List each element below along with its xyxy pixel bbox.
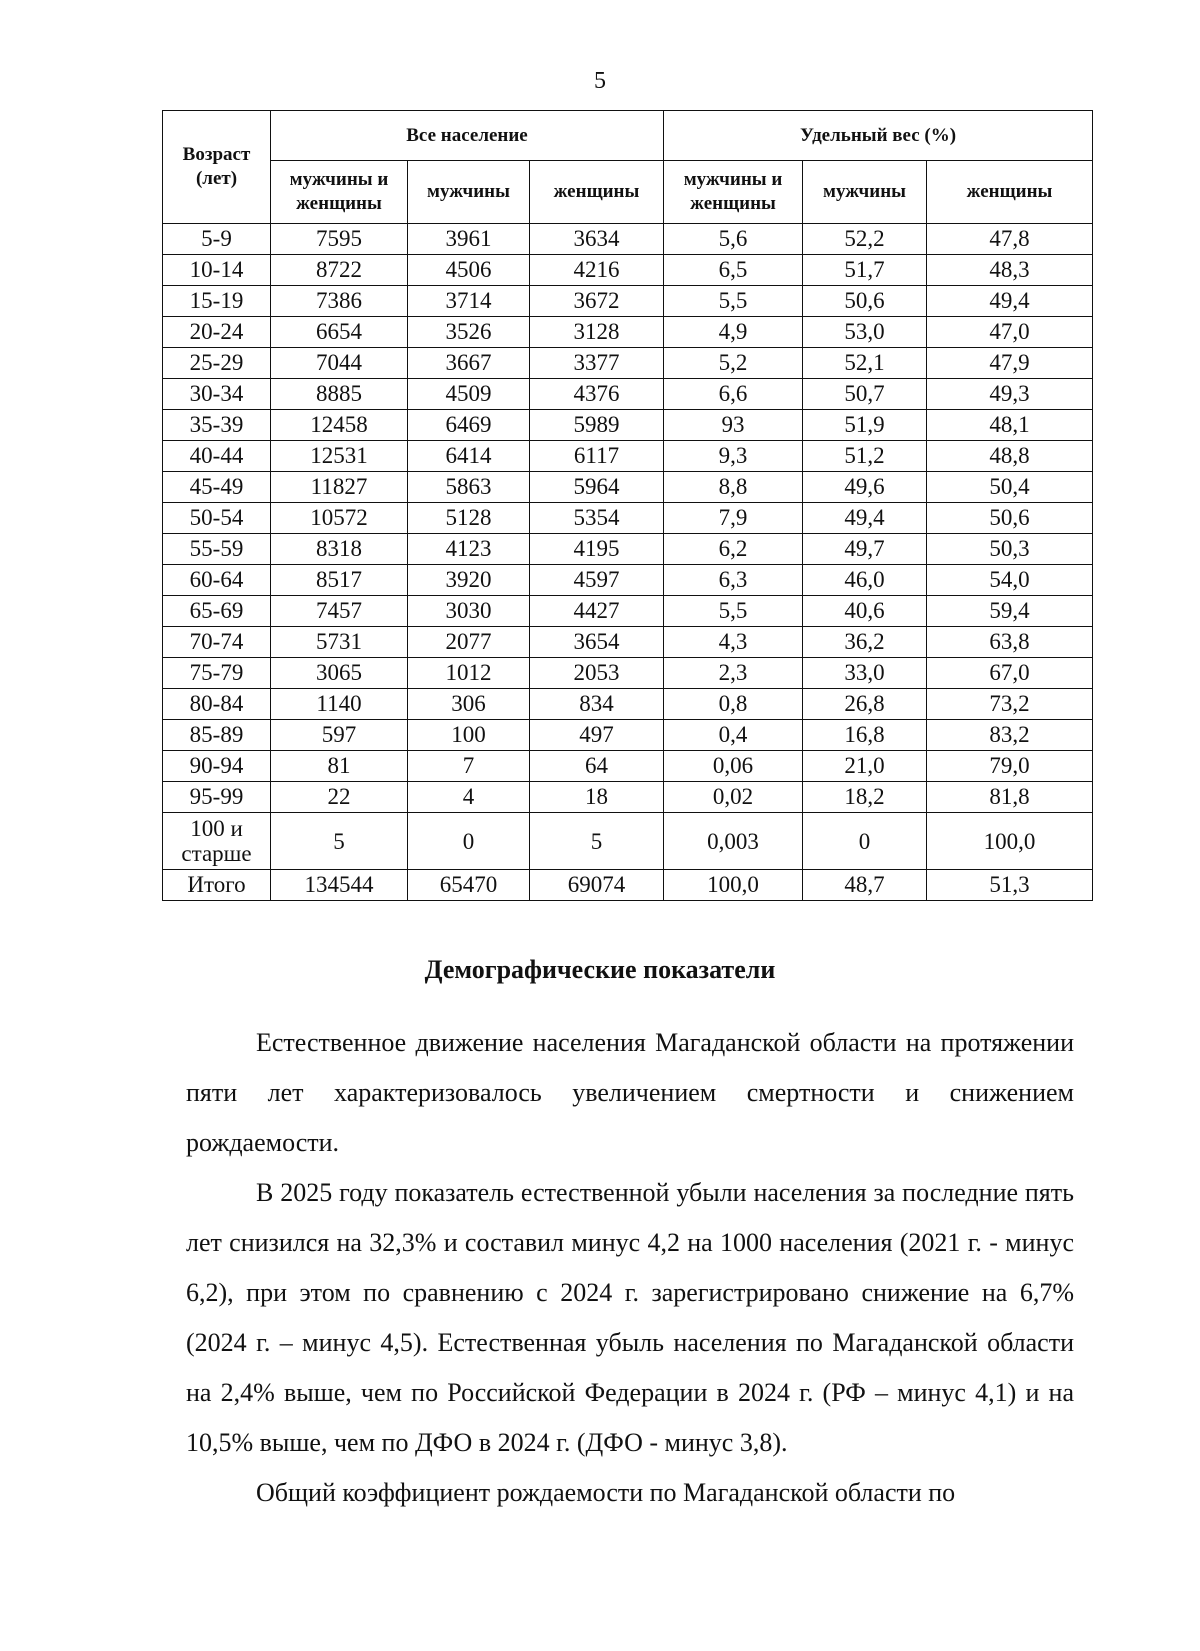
cell-share-women: 67,0 [927, 658, 1093, 689]
cell-share-men: 50,6 [803, 286, 927, 317]
cell-total-women: 3672 [530, 286, 664, 317]
page-number: 5 [594, 68, 606, 94]
cell-share-women: 54,0 [927, 565, 1093, 596]
cell-share-women: 50,6 [927, 503, 1093, 534]
cell-age: 25-29 [163, 348, 271, 379]
cell-share-both: 6,6 [664, 379, 803, 410]
cell-share-men: 16,8 [803, 720, 927, 751]
paragraph: В 2025 году показатель естественной убыли населения за последние пять лет снизился на 32,3% и составил минус 4,2 на 1000 населения (2021 г. - минус 6,2), при этом по сравнению с 2024 г. зарегистрировано снижение на 6,7% (2024 г. – минус 4,5). Естественная убыль населения по Магаданской области на 2,4% выше, чем по Российской Федерации в 2024 г. (РФ – минус 4,1) и на 10,5% выше, чем по ДФО в 2024 г. (ДФО - минус 3,8). [186, 1178, 1074, 1457]
header-share-women: женщины [927, 161, 1093, 224]
cell-share-women: 48,3 [927, 255, 1093, 286]
cell-share-both: 0,8 [664, 689, 803, 720]
cell-total-both: 10572 [271, 503, 408, 534]
cell-age: 5-9 [163, 224, 271, 255]
cell-share-women: 49,3 [927, 379, 1093, 410]
cell-share-women: 48,8 [927, 441, 1093, 472]
cell-total-men: 3526 [408, 317, 530, 348]
table-row [163, 720, 1093, 751]
table-row [163, 472, 1093, 503]
cell-share-women: 50,3 [927, 534, 1093, 565]
cell-share-men: 40,6 [803, 596, 927, 627]
cell-total-men: 4506 [408, 255, 530, 286]
cell-age: 20-24 [163, 317, 271, 348]
cell-total-both: 8722 [271, 255, 408, 286]
header-total-men: мужчины [408, 161, 530, 224]
cell-share-women: 59,4 [927, 596, 1093, 627]
cell-age: 10-14 [163, 255, 271, 286]
cell-age: 65-69 [163, 596, 271, 627]
cell-total-both: 3065 [271, 658, 408, 689]
cell-total-women: 5 [530, 813, 664, 870]
table-row [163, 870, 1093, 901]
cell-share-both: 4,3 [664, 627, 803, 658]
cell-total-both: 7595 [271, 224, 408, 255]
cell-total-women: 3128 [530, 317, 664, 348]
cell-share-men: 51,7 [803, 255, 927, 286]
cell-total-men: 4 [408, 782, 530, 813]
cell-share-women: 73,2 [927, 689, 1093, 720]
cell-age: 75-79 [163, 658, 271, 689]
table-row [163, 658, 1093, 689]
cell-total-women: 5964 [530, 472, 664, 503]
cell-total-women: 18 [530, 782, 664, 813]
cell-total-women: 3654 [530, 627, 664, 658]
cell-age: 35-39 [163, 410, 271, 441]
cell-share-both: 0,003 [664, 813, 803, 870]
cell-total-both: 7044 [271, 348, 408, 379]
cell-share-both: 0,02 [664, 782, 803, 813]
cell-total-men: 2077 [408, 627, 530, 658]
cell-share-men: 49,6 [803, 472, 927, 503]
population-table [162, 110, 1093, 901]
paragraph: Общий коэффициент рождаемости по Магаданской области по [256, 1478, 956, 1507]
cell-total-men: 65470 [408, 870, 530, 901]
cell-share-women: 47,8 [927, 224, 1093, 255]
cell-total-both: 597 [271, 720, 408, 751]
cell-total-women: 4195 [530, 534, 664, 565]
cell-age: 40-44 [163, 441, 271, 472]
header-share-men: мужчины [803, 161, 927, 224]
cell-share-both: 7,9 [664, 503, 803, 534]
cell-share-men: 21,0 [803, 751, 927, 782]
cell-age: 15-19 [163, 286, 271, 317]
cell-total-men: 3961 [408, 224, 530, 255]
cell-total-both: 81 [271, 751, 408, 782]
cell-share-men: 49,7 [803, 534, 927, 565]
header-age: Возраст (лет) [163, 111, 271, 224]
cell-share-both: 100,0 [664, 870, 803, 901]
cell-share-women: 49,4 [927, 286, 1093, 317]
cell-share-both: 5,2 [664, 348, 803, 379]
cell-age: 100 и старше [163, 813, 271, 870]
table-row [163, 813, 1093, 870]
cell-total-men: 6414 [408, 441, 530, 472]
table-row [163, 317, 1093, 348]
cell-total-both: 8885 [271, 379, 408, 410]
cell-age: 70-74 [163, 627, 271, 658]
cell-share-both: 9,3 [664, 441, 803, 472]
cell-share-men: 0 [803, 813, 927, 870]
cell-share-women: 47,9 [927, 348, 1093, 379]
cell-share-men: 36,2 [803, 627, 927, 658]
cell-age: 85-89 [163, 720, 271, 751]
section-title: Демографические показатели [424, 955, 776, 984]
table-row [163, 751, 1093, 782]
cell-total-women: 3634 [530, 224, 664, 255]
cell-total-men: 1012 [408, 658, 530, 689]
cell-total-both: 134544 [271, 870, 408, 901]
header-total-both: мужчины и женщины [271, 161, 408, 224]
cell-share-both: 5,5 [664, 596, 803, 627]
cell-share-men: 52,2 [803, 224, 927, 255]
cell-age: 95-99 [163, 782, 271, 813]
cell-total-both: 22 [271, 782, 408, 813]
cell-age: 90-94 [163, 751, 271, 782]
cell-share-both: 0,06 [664, 751, 803, 782]
cell-age: 50-54 [163, 503, 271, 534]
cell-total-men: 6469 [408, 410, 530, 441]
cell-total-women: 4427 [530, 596, 664, 627]
cell-share-women: 83,2 [927, 720, 1093, 751]
cell-share-both: 5,5 [664, 286, 803, 317]
cell-share-women: 79,0 [927, 751, 1093, 782]
table-body [163, 224, 1093, 901]
cell-total-both: 1140 [271, 689, 408, 720]
table-row [163, 348, 1093, 379]
body-text [186, 1018, 1074, 1518]
cell-share-women: 81,8 [927, 782, 1093, 813]
cell-share-both: 2,3 [664, 658, 803, 689]
cell-total-men: 0 [408, 813, 530, 870]
cell-share-men: 26,8 [803, 689, 927, 720]
cell-total-women: 497 [530, 720, 664, 751]
cell-total-men: 3714 [408, 286, 530, 317]
table-row [163, 441, 1093, 472]
cell-total-men: 3030 [408, 596, 530, 627]
cell-total-both: 5731 [271, 627, 408, 658]
cell-share-both: 0,4 [664, 720, 803, 751]
cell-age: 80-84 [163, 689, 271, 720]
header-total-women: женщины [530, 161, 664, 224]
cell-share-men: 33,0 [803, 658, 927, 689]
table-row [163, 224, 1093, 255]
cell-share-both: 6,5 [664, 255, 803, 286]
table-row [163, 596, 1093, 627]
table-row [163, 410, 1093, 441]
cell-share-women: 51,3 [927, 870, 1093, 901]
cell-share-men: 50,7 [803, 379, 927, 410]
cell-total-women: 4597 [530, 565, 664, 596]
cell-total-women: 69074 [530, 870, 664, 901]
cell-age: Итого [163, 870, 271, 901]
cell-share-men: 51,2 [803, 441, 927, 472]
cell-age: 55-59 [163, 534, 271, 565]
cell-total-women: 5354 [530, 503, 664, 534]
cell-total-women: 2053 [530, 658, 664, 689]
cell-total-both: 11827 [271, 472, 408, 503]
cell-share-both: 93 [664, 410, 803, 441]
cell-share-both: 5,6 [664, 224, 803, 255]
cell-share-both: 6,2 [664, 534, 803, 565]
cell-total-women: 834 [530, 689, 664, 720]
paragraph: Естественное движение населения Магаданской области на протяжении пяти лет характеризовалось увеличением смертности и снижением рождаемости. [186, 1028, 1074, 1157]
cell-total-men: 4509 [408, 379, 530, 410]
cell-share-men: 49,4 [803, 503, 927, 534]
cell-total-women: 6117 [530, 441, 664, 472]
cell-total-men: 100 [408, 720, 530, 751]
header-share-both: мужчины и женщины [664, 161, 803, 224]
table-row [163, 534, 1093, 565]
cell-share-both: 4,9 [664, 317, 803, 348]
cell-total-women: 4376 [530, 379, 664, 410]
cell-age: 60-64 [163, 565, 271, 596]
table-row [163, 627, 1093, 658]
cell-total-men: 306 [408, 689, 530, 720]
table-row [163, 286, 1093, 317]
cell-share-women: 50,4 [927, 472, 1093, 503]
cell-total-women: 64 [530, 751, 664, 782]
cell-total-both: 7386 [271, 286, 408, 317]
cell-total-both: 12531 [271, 441, 408, 472]
cell-share-both: 8,8 [664, 472, 803, 503]
cell-total-women: 3377 [530, 348, 664, 379]
table-row [163, 565, 1093, 596]
cell-age: 30-34 [163, 379, 271, 410]
cell-share-men: 53,0 [803, 317, 927, 348]
cell-total-women: 5989 [530, 410, 664, 441]
cell-total-both: 6654 [271, 317, 408, 348]
cell-total-both: 8517 [271, 565, 408, 596]
table-row [163, 255, 1093, 286]
cell-share-women: 100,0 [927, 813, 1093, 870]
header-group-total: Все население [271, 111, 664, 161]
cell-total-both: 5 [271, 813, 408, 870]
table-row [163, 782, 1093, 813]
cell-share-men: 46,0 [803, 565, 927, 596]
table-row [163, 689, 1093, 720]
cell-share-men: 52,1 [803, 348, 927, 379]
cell-total-men: 4123 [408, 534, 530, 565]
cell-share-both: 6,3 [664, 565, 803, 596]
cell-total-both: 8318 [271, 534, 408, 565]
cell-total-women: 4216 [530, 255, 664, 286]
cell-share-women: 47,0 [927, 317, 1093, 348]
cell-share-women: 63,8 [927, 627, 1093, 658]
cell-total-both: 12458 [271, 410, 408, 441]
cell-total-men: 3667 [408, 348, 530, 379]
cell-total-men: 3920 [408, 565, 530, 596]
table-row [163, 379, 1093, 410]
cell-total-men: 5128 [408, 503, 530, 534]
cell-total-men: 7 [408, 751, 530, 782]
cell-share-men: 48,7 [803, 870, 927, 901]
table-row [163, 503, 1093, 534]
header-group-share: Удельный вес (%) [664, 111, 1093, 161]
cell-share-women: 48,1 [927, 410, 1093, 441]
cell-age: 45-49 [163, 472, 271, 503]
cell-total-men: 5863 [408, 472, 530, 503]
cell-total-both: 7457 [271, 596, 408, 627]
cell-share-men: 18,2 [803, 782, 927, 813]
cell-share-men: 51,9 [803, 410, 927, 441]
